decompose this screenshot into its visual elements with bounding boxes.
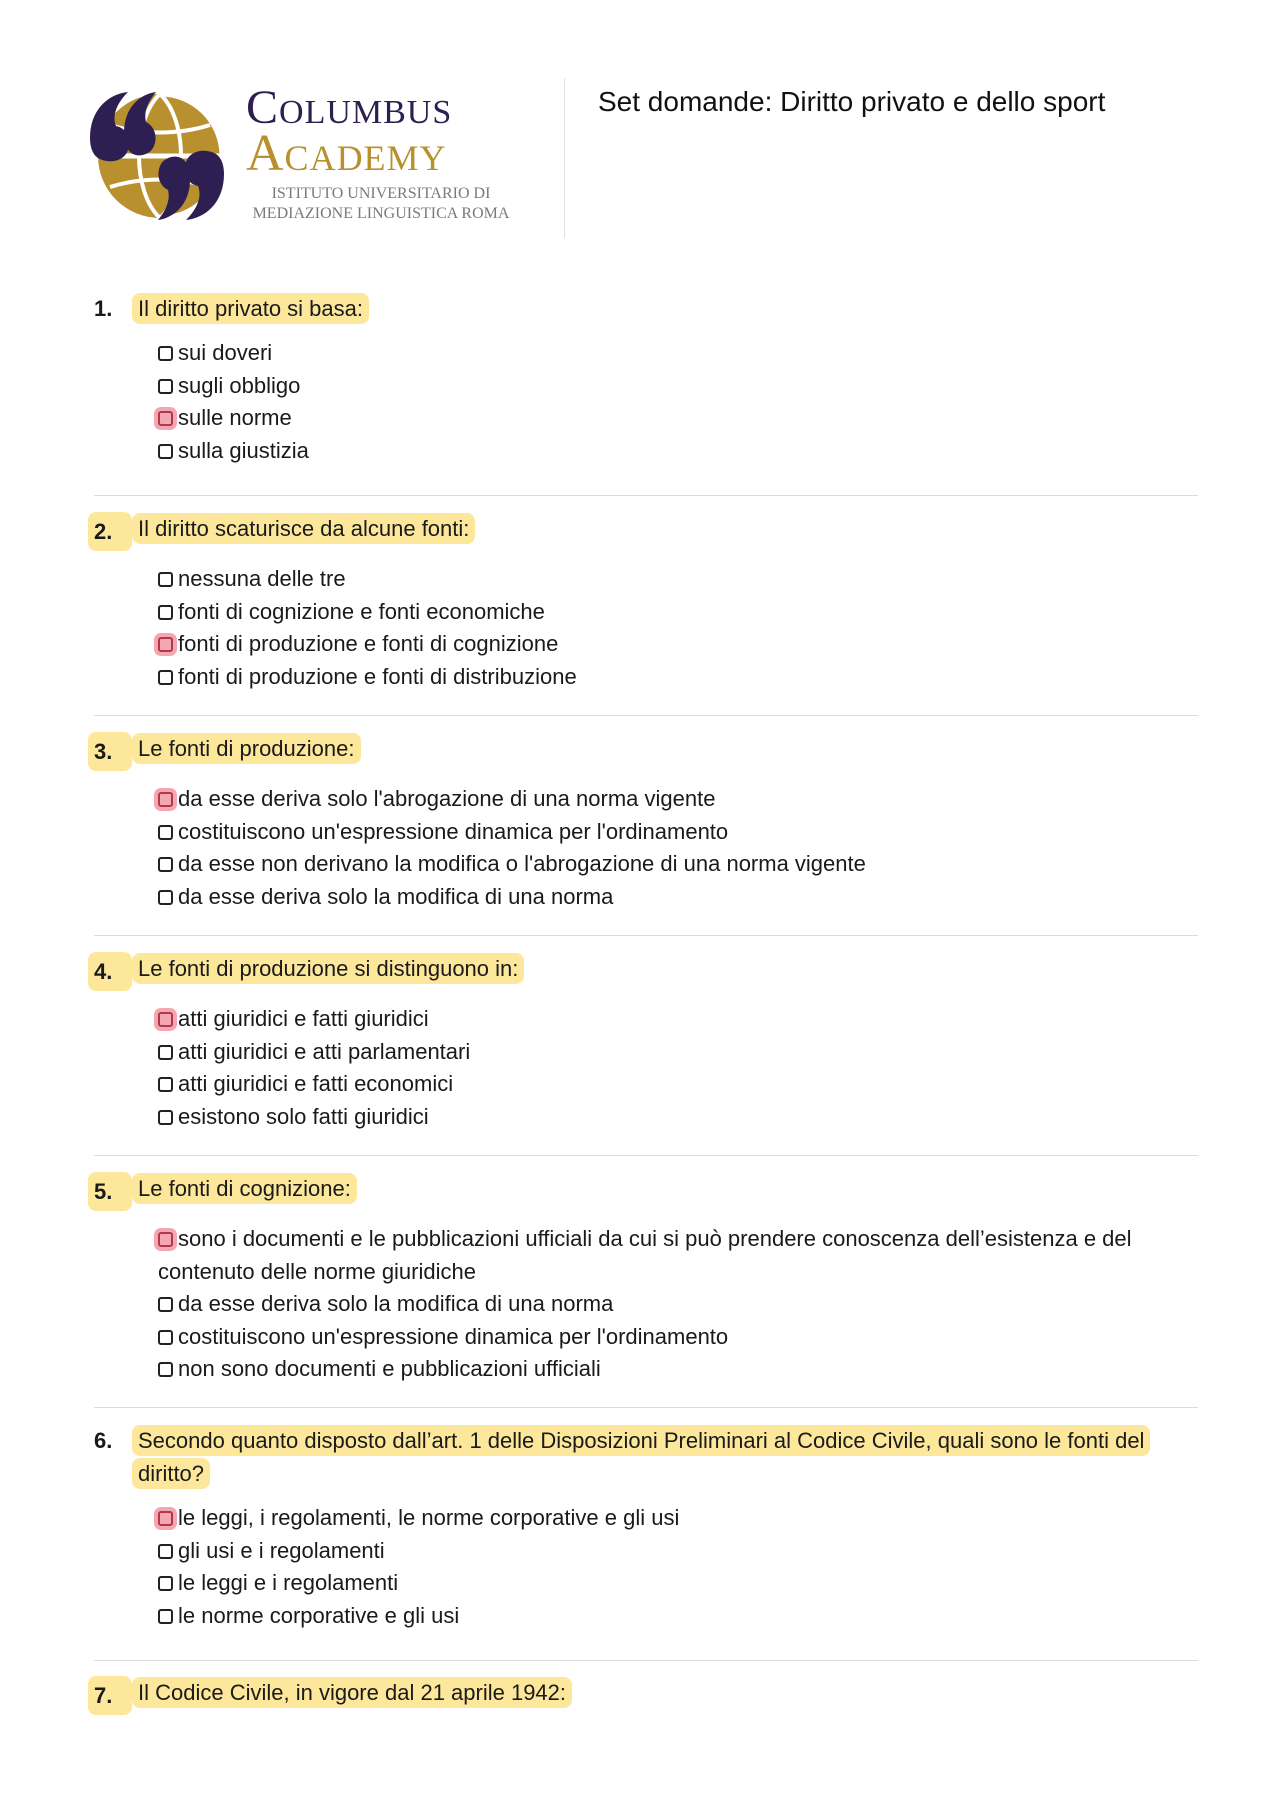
question-heading: [94, 512, 1198, 551]
answer-option-label: le norme corporative e gli usi: [178, 1602, 460, 1628]
checkbox-icon[interactable]: [158, 1544, 173, 1559]
answer-option[interactable]: [158, 1502, 1198, 1535]
question-heading: [94, 1424, 1198, 1490]
question-separator: [94, 1155, 1198, 1156]
answer-option[interactable]: [158, 881, 1198, 914]
answer-option[interactable]: [158, 1223, 1198, 1288]
answer-option[interactable]: [158, 661, 1198, 694]
answer-option-label: da esse deriva solo la modifica di una norma: [178, 883, 614, 909]
document-title: Set domande: Diritto privato e dello sport: [598, 86, 1106, 117]
answer-option[interactable]: [158, 1101, 1198, 1134]
answer-option-label: sono i documenti e le pubblicazioni ufficiali da cui si può prendere conoscenza dell’esistenza e del contenuto delle norme giuridiche: [158, 1226, 1132, 1284]
question-text: Le fonti di produzione si distinguono in:: [132, 953, 524, 984]
answer-option[interactable]: [158, 1600, 1198, 1633]
answer-option-label: le leggi, i regolamenti, le norme corporative e gli usi: [178, 1505, 680, 1530]
answer-option-label: non sono documenti e pubblicazioni ufficiali: [178, 1356, 601, 1381]
columbus-globe-logo-icon: [82, 80, 232, 230]
answer-options: [94, 1003, 1198, 1133]
logo-subtitle-line1: ISTITUTO UNIVERSITARIO DI: [271, 185, 491, 202]
answer-options: [94, 783, 1198, 913]
checkbox-icon[interactable]: [158, 572, 173, 587]
logo-wordmark-columbus: Columbus: [246, 81, 453, 134]
logo-wordmark-academy: Academy: [246, 125, 447, 182]
question-text: Il diritto privato si basa:: [132, 293, 369, 324]
answer-option-label: costituiscono un'espressione dinamica per l'ordinamento: [178, 1323, 729, 1349]
page-header: [0, 0, 1280, 250]
question-3: [94, 732, 1198, 913]
checkbox-icon[interactable]: [158, 1045, 173, 1060]
answer-option[interactable]: [158, 337, 1198, 370]
question-number: 4.: [88, 952, 132, 991]
answer-option[interactable]: [158, 1036, 1198, 1069]
answer-option[interactable]: [158, 596, 1198, 629]
answer-option-label: le leggi e i regolamenti: [178, 1570, 399, 1595]
question-number: 7.: [88, 1676, 132, 1715]
answer-option[interactable]: [158, 402, 1198, 435]
answer-option-label: fonti di produzione e fonti di distribuzione: [178, 663, 577, 689]
answer-option-label: atti giuridici e atti parlamentari: [178, 1038, 471, 1064]
checkbox-icon[interactable]: [158, 1330, 173, 1345]
question-number: 2.: [88, 512, 132, 551]
question-text: Le fonti di produzione:: [132, 733, 361, 764]
question-text: Il Codice Civile, in vigore dal 21 aprile 1942:: [132, 1677, 572, 1708]
answer-option-label: costituiscono un'espressione dinamica per l'ordinamento: [178, 818, 729, 844]
answer-option[interactable]: [158, 1321, 1198, 1354]
answer-option[interactable]: [158, 848, 1198, 881]
question-separator: [94, 935, 1198, 936]
question-text: Il diritto scaturisce da alcune fonti:: [132, 513, 475, 544]
question-text: Le fonti di cognizione:: [132, 1173, 357, 1204]
checkbox-icon[interactable]: [158, 890, 173, 905]
checkbox-icon[interactable]: [158, 379, 173, 394]
logo-subtitle-line2: MEDIAZIONE LINGUISTICA ROMA: [252, 205, 510, 222]
answer-option-label: da esse deriva solo la modifica di una norma: [178, 1291, 614, 1316]
answer-option[interactable]: [158, 628, 1198, 661]
answer-option[interactable]: [158, 1003, 1198, 1036]
checkbox-icon[interactable]: [158, 605, 173, 620]
question-text: Secondo quanto disposto dall’art. 1 delle Disposizioni Preliminari al Codice Civile, quali sono le fonti del diritto?: [132, 1425, 1150, 1489]
checkbox-icon[interactable]: [158, 670, 173, 685]
answer-option[interactable]: [158, 816, 1198, 849]
question-7: [94, 1676, 1198, 1715]
checkbox-marked-icon[interactable]: [158, 637, 173, 652]
question-4: [94, 952, 1198, 1133]
answer-option-label: fonti di produzione e fonti di cognizione: [178, 631, 559, 656]
answer-option-label: da esse deriva solo l'abrogazione di una norma vigente: [178, 786, 716, 811]
answer-option[interactable]: [158, 1068, 1198, 1101]
answer-options: [94, 1502, 1198, 1632]
answer-option-label: sui doveri: [178, 340, 273, 365]
answer-option-label: da esse non derivano la modifica o l'abrogazione di una norma vigente: [178, 851, 866, 876]
checkbox-marked-icon[interactable]: [158, 411, 173, 426]
question-number: 5.: [88, 1172, 132, 1211]
answer-option[interactable]: [158, 783, 1198, 816]
question-separator: [94, 1660, 1198, 1661]
answer-option-label: esistono solo fatti giuridici: [178, 1103, 429, 1129]
question-separator: [94, 495, 1198, 496]
answer-option-label: atti giuridici e fatti giuridici: [178, 1006, 429, 1031]
answer-options: [94, 563, 1198, 693]
answer-option[interactable]: [158, 1288, 1198, 1321]
question-separator: [94, 1407, 1198, 1408]
logo-subtitle: [236, 184, 526, 224]
answer-option[interactable]: [158, 563, 1198, 596]
answer-option[interactable]: [158, 370, 1198, 403]
question-1: [94, 292, 1198, 467]
answer-option-label: sulle norme: [178, 405, 292, 430]
answer-options: [94, 1223, 1198, 1386]
answer-option-label: gli usi e i regolamenti: [178, 1537, 385, 1563]
checkbox-marked-icon[interactable]: [158, 1511, 173, 1526]
answer-option[interactable]: [158, 435, 1198, 468]
checkbox-marked-icon[interactable]: [158, 1012, 173, 1027]
question-6: [94, 1424, 1198, 1632]
checkbox-icon[interactable]: [158, 825, 173, 840]
answer-options: [94, 337, 1198, 467]
question-number: 3.: [88, 732, 132, 771]
question-2: [94, 512, 1198, 693]
checkbox-marked-icon[interactable]: [158, 792, 173, 807]
checkbox-icon[interactable]: [158, 444, 173, 459]
answer-option-label: atti giuridici e fatti economici: [178, 1071, 454, 1096]
checkbox-icon[interactable]: [158, 857, 173, 872]
answer-option[interactable]: [158, 1567, 1198, 1600]
question-heading: [94, 292, 1198, 325]
answer-option[interactable]: [158, 1353, 1198, 1386]
checkbox-icon[interactable]: [158, 1576, 173, 1591]
checkbox-icon[interactable]: [158, 1077, 173, 1092]
answer-option[interactable]: [158, 1535, 1198, 1568]
checkbox-icon[interactable]: [158, 1609, 173, 1624]
checkbox-icon[interactable]: [158, 346, 173, 361]
checkbox-icon[interactable]: [158, 1110, 173, 1125]
question-heading: [94, 1172, 1198, 1211]
question-heading: [94, 732, 1198, 771]
header-divider: [564, 78, 565, 238]
question-heading: [94, 1676, 1198, 1715]
question-heading: [94, 952, 1198, 991]
answer-option-label: fonti di cognizione e fonti economiche: [178, 598, 545, 624]
checkbox-marked-icon[interactable]: [158, 1232, 173, 1247]
answer-option-label: sulla giustizia: [178, 437, 309, 463]
question-number: 6.: [94, 1428, 113, 1453]
checkbox-icon[interactable]: [158, 1362, 173, 1377]
answer-option-label: sugli obbligo: [178, 372, 301, 398]
question-separator: [94, 715, 1198, 716]
question-5: [94, 1172, 1198, 1386]
question-number: 1.: [94, 296, 113, 321]
answer-option-label: nessuna delle tre: [178, 566, 346, 591]
checkbox-icon[interactable]: [158, 1297, 173, 1312]
